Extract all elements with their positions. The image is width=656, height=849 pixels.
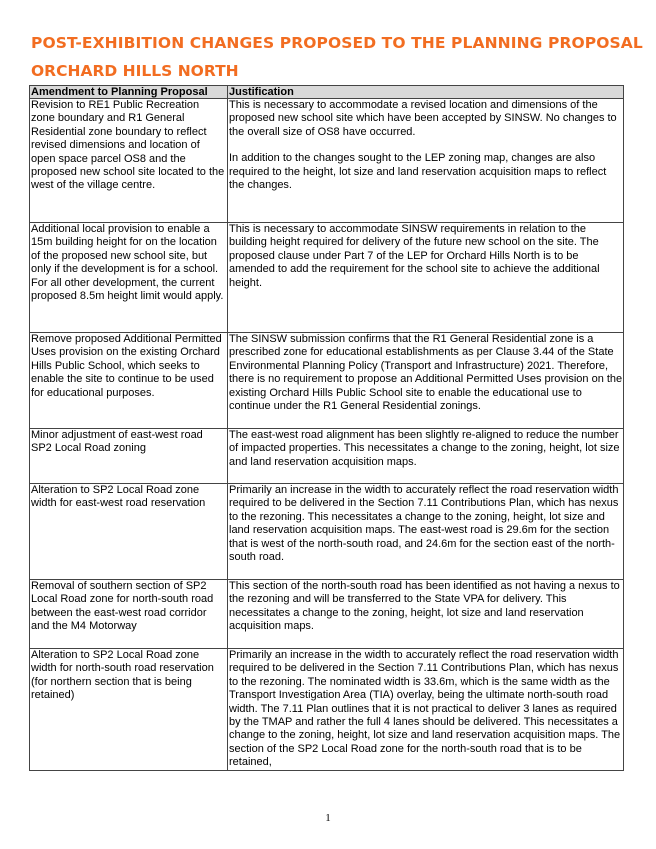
justification-paragraph: This is necessary to accommodate a revised location and dimensions of the proposed new school site which have been accepted by SINSW. No changes to the overall size of OS8 have occurred. (229, 99, 617, 138)
amendment-cell: Remove proposed Additional Permitted Uses provision on the existing Orchard Hills Public School, which seeks to enable the site to continue to be used for educational purposes. (30, 333, 228, 429)
justification-paragraph: This is necessary to accommodate SINSW requirements in relation to the building height required for delivery of the future new school on the site. The proposed clause under Part 7 of the LEP for Orchard Hills North is to be amended to add the requirement for the school site to achieve the additional height. (229, 223, 600, 289)
justification-cell (228, 333, 624, 429)
amendment-cell: Minor adjustment of east-west road SP2 Local Road zoning (30, 429, 228, 484)
justification-cell (228, 223, 624, 333)
table-row (30, 223, 624, 333)
page-heading: POST-EXHIBITION CHANGES PROPOSED TO THE PLANNING PROPOSAL (31, 34, 643, 52)
table-row (30, 484, 624, 580)
page-number: 1 (325, 812, 331, 824)
table-header-row (30, 86, 624, 99)
table-row (30, 429, 624, 484)
justification-paragraph: This section of the north-south road has been identified as not having a nexus to the rezoning and will be transferred to the State VPA for delivery. This necessitates a change to the zoning, height, lot size and land reservation acquisition maps. (229, 580, 620, 633)
justification-cell (228, 429, 624, 484)
justification-paragraph: The SINSW submission confirms that the R1 General Residential zone is a prescribed zone for educational establishments as per Clause 3.44 of the State Environmental Planning Policy (Transport and Infrastructure) 2021. Therefore, there is no requirement to propose an Additional Permitted Uses provision on the existing Orchard Hills Public School site to enable the educational use to continue under the R1 General Residential zonings. (229, 333, 623, 413)
page-subheading: ORCHARD HILLS NORTH (31, 62, 239, 80)
amendment-cell: Additional local provision to enable a 15m building height for on the location of the proposed new school site, but only if the development is for a school. For all other development, the current proposed 8.5m height limit would apply. (30, 223, 228, 333)
justification-cell (228, 99, 624, 223)
column-header-justification: Justification (228, 86, 624, 99)
amendment-cell: Alteration to SP2 Local Road zone width for east-west road reservation (30, 484, 228, 580)
justification-cell (228, 649, 624, 771)
column-header-amendment: Amendment to Planning Proposal (30, 86, 228, 99)
justification-paragraph: The east-west road alignment has been slightly re-aligned to reduce the number of impacted properties. This necessitates a change to the zoning, height, lot size and land reservation acquisition maps. (229, 429, 620, 468)
table-row (30, 99, 624, 223)
amendment-cell: Revision to RE1 Public Recreation zone boundary and R1 General Residential zone boundary to reflect revised dimensions and location of open space parcel OS8 and the proposed new school site located to the west of the village centre. (30, 99, 228, 223)
justification-cell (228, 484, 624, 580)
table-row (30, 580, 624, 649)
table-row (30, 333, 624, 429)
justification-paragraph: Primarily an increase in the width to accurately reflect the road reservation width required to be delivered in the Section 7.11 Contributions Plan, which has nexus to the rezoning. The nominated width is 33.6m, which is the same width as the Transport Investigation Area (TIA) overlay, being the ultimate north-south road width. The 7.11 Plan outlines that it is not practical to deliver 3 lanes as required by the TMAP and rather the full 4 lanes should be delivered. This necessitates a change to the zoning, height, lot size and land reservation acquisition maps. The section of the SP2 Local Road zone for the north-south road that is to be retained, (229, 649, 621, 769)
justification-paragraph: In addition to the changes sought to the LEP zoning map, changes are also required to the height, lot size and land reservation acquisition maps to reflect the changes. (229, 152, 607, 192)
amendment-cell: Removal of southern section of SP2 Local Road zone for north-south road between the east-west road corridor and the M4 Motorway (30, 580, 228, 649)
justification-cell (228, 580, 624, 649)
justification-paragraph: Primarily an increase in the width to accurately reflect the road reservation width required to be delivered in the Section 7.11 Contributions Plan, which has nexus to the rezoning. This necessitates a change to the zoning, height, lot size and land reservation acquisition maps. The east-west road is 29.6m for the section that is west of the north-south road, and 24.6m for the section east of the north-south road. (229, 484, 619, 564)
table-row (30, 649, 624, 771)
amendment-cell: Alteration to SP2 Local Road zone width for north-south road reservation (for northern section that is being retained) (30, 649, 228, 771)
amendments-table (29, 85, 624, 771)
